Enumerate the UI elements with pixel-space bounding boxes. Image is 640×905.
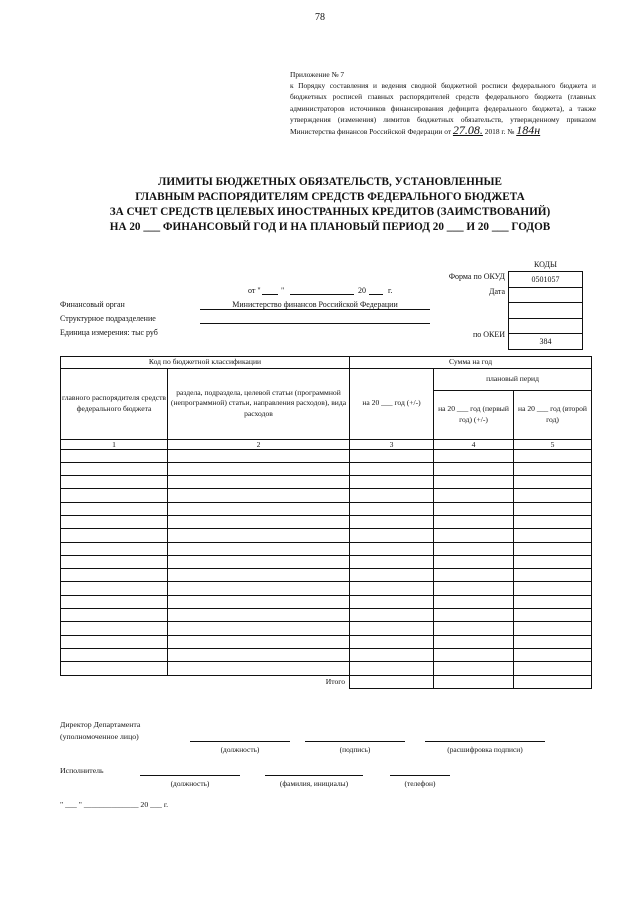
- table-cell: [514, 515, 592, 528]
- caption-phone: (телефон): [404, 779, 436, 788]
- okei-label: по ОКЕИ: [472, 330, 505, 339]
- table-cell: [514, 449, 592, 462]
- table-cell: [434, 529, 514, 542]
- table-cell: [350, 489, 434, 502]
- struct-code: [509, 318, 583, 334]
- table-cell: [434, 542, 514, 555]
- col-number-5: 5: [514, 439, 592, 449]
- table-cell: [434, 449, 514, 462]
- struct-label: Структурное подразделение: [60, 314, 156, 323]
- table-cell: [350, 595, 434, 608]
- table-cell: [61, 648, 168, 661]
- table-cell: [434, 502, 514, 515]
- year-field: [369, 285, 383, 295]
- table-cell: [61, 662, 168, 675]
- table-cell: [514, 622, 592, 635]
- table-row: [61, 595, 592, 608]
- table-cell: [168, 529, 350, 542]
- caption-position-2: (должность): [170, 779, 210, 788]
- total-cell-3: [350, 675, 434, 688]
- codes-box: [508, 257, 583, 350]
- table-cell: [434, 662, 514, 675]
- table-row: [61, 489, 592, 502]
- handwritten-date: 27.08.: [452, 123, 483, 138]
- table-cell: [61, 595, 168, 608]
- table-cell: [350, 582, 434, 595]
- date-label: Дата: [489, 287, 505, 296]
- date-year-suffix: г.: [388, 286, 393, 295]
- table-cell: [514, 502, 592, 515]
- caption-position: (должность): [220, 745, 260, 754]
- fin-organ-code: [509, 303, 583, 319]
- col2-header: раздела, подраздела, целевой статьи (программной (непрограммной) статьи, направления расходов), вида расходов: [168, 368, 350, 439]
- plan-header: плановый перид: [434, 368, 592, 390]
- table-cell: [514, 635, 592, 648]
- table-cell: [350, 449, 434, 462]
- table-cell: [434, 476, 514, 489]
- table-cell: [350, 555, 434, 568]
- table-row: [61, 462, 592, 475]
- table-cell: [514, 582, 592, 595]
- table-cell: [168, 595, 350, 608]
- table-cell: [168, 462, 350, 475]
- fin-organ-label: Финансовый орган: [60, 300, 125, 309]
- table-cell: [61, 609, 168, 622]
- limits-table: [60, 356, 592, 689]
- table-cell: [61, 569, 168, 582]
- table-row: [61, 569, 592, 582]
- table-row: [61, 582, 592, 595]
- table-cell: [61, 515, 168, 528]
- table-row: [61, 648, 592, 661]
- document-title: [40, 175, 620, 235]
- codes-header: КОДЫ: [509, 257, 583, 272]
- sign-date-line: " ___ " ______________ 20 ___ г.: [60, 800, 169, 809]
- table-cell: [514, 489, 592, 502]
- position-line: [190, 740, 290, 742]
- table-row: [61, 502, 592, 515]
- struct-field: [200, 314, 430, 324]
- table-cell: [168, 662, 350, 675]
- appendix-block: [290, 69, 596, 137]
- table-cell: [434, 595, 514, 608]
- table-cell: [168, 609, 350, 622]
- table-row: [61, 662, 592, 675]
- table-cell: [168, 542, 350, 555]
- table-cell: [434, 489, 514, 502]
- table-cell: [61, 449, 168, 462]
- col5-header: на 20 ___ год (второй год): [514, 390, 592, 439]
- table-row: [61, 555, 592, 568]
- executor-label: Исполнитель: [60, 766, 104, 775]
- table-cell: [168, 449, 350, 462]
- table-cell: [350, 569, 434, 582]
- director-label-1: Директор Департамента: [60, 720, 141, 729]
- table-cell: [61, 622, 168, 635]
- table-cell: [61, 555, 168, 568]
- table-cell: [168, 582, 350, 595]
- executor-name-line: [265, 774, 363, 776]
- table-cell: [61, 635, 168, 648]
- table-cell: [168, 515, 350, 528]
- unit-label: Единица измерения: тыс руб: [60, 328, 158, 337]
- appendix-title: Приложение № 7: [290, 70, 345, 79]
- table-cell: [61, 489, 168, 502]
- table-cell: [434, 569, 514, 582]
- table-cell: [350, 662, 434, 675]
- table-cell: [61, 542, 168, 555]
- table-cell: [514, 462, 592, 475]
- table-cell: [61, 462, 168, 475]
- table-row: [61, 622, 592, 635]
- table-cell: [514, 662, 592, 675]
- table-cell: [514, 542, 592, 555]
- director-label-2: (уполномоченное лицо): [60, 732, 139, 741]
- table-cell: [514, 476, 592, 489]
- table-cell: [168, 476, 350, 489]
- date-value: [509, 287, 583, 303]
- table-cell: [350, 542, 434, 555]
- total-cell-5: [514, 675, 592, 688]
- appendix-year: 2018 г. №: [484, 127, 515, 137]
- caption-name: (фамилия, инициалы): [279, 779, 349, 788]
- okud-label: Форма по ОКУД: [448, 272, 505, 281]
- table-cell: [434, 582, 514, 595]
- table-cell: [168, 555, 350, 568]
- caption-signature: (подпись): [339, 745, 371, 754]
- table-cell: [168, 569, 350, 582]
- title-line-1: ЛИМИТЫ БЮДЖЕТНЫХ ОБЯЗАТЕЛЬСТВ, УСТАНОВЛЕННЫЕ: [158, 176, 502, 188]
- table-row: [61, 449, 592, 462]
- table-cell: [350, 502, 434, 515]
- table-cell: [168, 635, 350, 648]
- table-cell: [514, 569, 592, 582]
- table-cell: [514, 595, 592, 608]
- table-cell: [168, 502, 350, 515]
- table-row: [61, 635, 592, 648]
- fin-organ-value: Министерство финансов Российской Федерации: [200, 300, 430, 310]
- table-cell: [350, 462, 434, 475]
- sum-header: Сумма на год: [350, 357, 592, 369]
- table-cell: [350, 648, 434, 661]
- handwritten-order-number: 184н: [516, 123, 541, 138]
- total-label: Итого: [325, 676, 346, 686]
- day-field: [262, 285, 278, 295]
- table-cell: [61, 502, 168, 515]
- table-cell: [434, 462, 514, 475]
- title-line-3: ЗА СЧЕТ СРЕДСТВ ЦЕЛЕВЫХ ИНОСТРАННЫХ КРЕДИТОВ (ЗАИМСТВОВАНИЙ): [109, 206, 551, 218]
- date-mid: ": [281, 286, 285, 295]
- month-field: [290, 285, 354, 295]
- date-century: 20: [358, 286, 366, 295]
- total-cell-4: [434, 675, 514, 688]
- page-number: 78: [315, 12, 325, 23]
- table-cell: [434, 622, 514, 635]
- table-cell: [434, 609, 514, 622]
- group-header: Код по бюджетной классификации: [61, 357, 350, 369]
- okud-value: 0501057: [509, 272, 583, 288]
- table-cell: [61, 476, 168, 489]
- appendix-text: к Порядку составления и ведения сводной бюджетной росписи федерального бюджета и бюджетных росписей главных распорядителей средств федерального бюджета (главных администраторов источников финансирования дефицита федерального бюджета), а также утверждения (изменения) лимитов бюджетных обязательств, утвержденному приказом Министерства финансов Российской Федерации от: [290, 81, 596, 137]
- table-row: [61, 529, 592, 542]
- title-line-2: ГЛАВНЫМ РАСПОРЯДИТЕЛЯМ СРЕДСТВ ФЕДЕРАЛЬНОГО БЮДЖЕТА: [135, 191, 525, 203]
- table-cell: [514, 529, 592, 542]
- table-cell: [350, 529, 434, 542]
- table-cell: [434, 555, 514, 568]
- table-cell: [350, 476, 434, 489]
- executor-position-line: [140, 774, 240, 776]
- table-cell: [168, 489, 350, 502]
- title-line-4: НА 20 ___ ФИНАНСОВЫЙ ГОД И НА ПЛАНОВЫЙ ПЕРИОД 20 ___ И 20 ___ ГОДОВ: [109, 221, 551, 233]
- table-cell: [168, 648, 350, 661]
- signature-line: [305, 740, 405, 742]
- table-cell: [514, 648, 592, 661]
- okei-value: 384: [509, 334, 583, 350]
- table-row: [61, 476, 592, 489]
- col-number-4: 4: [434, 439, 514, 449]
- table-cell: [61, 582, 168, 595]
- col3-header: на 20 ___ год (+/-): [350, 368, 434, 439]
- caption-decode: (расшифровка подписи): [447, 745, 523, 754]
- table-cell: [514, 609, 592, 622]
- table-cell: [350, 609, 434, 622]
- decode-line: [425, 740, 545, 742]
- date-prefix: от ": [248, 286, 261, 295]
- table-cell: [350, 622, 434, 635]
- table-row: [61, 609, 592, 622]
- table-cell: [350, 515, 434, 528]
- table-cell: [434, 648, 514, 661]
- table-cell: [350, 635, 434, 648]
- table-cell: [168, 622, 350, 635]
- executor-phone-line: [390, 774, 450, 776]
- col-number-3: 3: [350, 439, 434, 449]
- table-cell: [514, 555, 592, 568]
- table-row: [61, 542, 592, 555]
- col1-header: главного распорядителя средств федерального бюджета: [61, 368, 168, 439]
- table-row: [61, 515, 592, 528]
- col4-header: на 20 ___ год (первый год) (+/-): [434, 390, 514, 439]
- col-number-1: 1: [61, 439, 168, 449]
- table-cell: [434, 515, 514, 528]
- table-cell: [434, 635, 514, 648]
- table-cell: [61, 529, 168, 542]
- col-number-2: 2: [168, 439, 350, 449]
